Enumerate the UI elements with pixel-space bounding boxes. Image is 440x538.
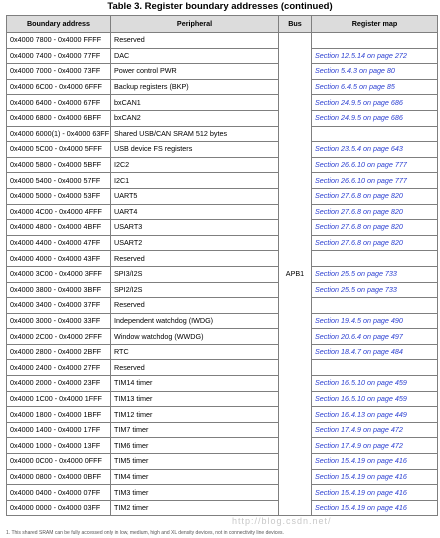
boundary-address-cell: 0x4000 7800 - 0x4000 FFFF bbox=[7, 33, 111, 49]
table-row bbox=[7, 204, 438, 220]
boundary-address-cell: 0x4000 7400 - 0x4000 77FF bbox=[7, 48, 111, 64]
peripheral-cell: TIM2 timer bbox=[111, 500, 279, 516]
table-row bbox=[7, 79, 438, 95]
header-peripheral: Peripheral bbox=[111, 16, 279, 33]
table-row bbox=[7, 173, 438, 189]
peripheral-cell: Reserved bbox=[111, 360, 279, 376]
peripheral-cell: Window watchdog (WWDG) bbox=[111, 329, 279, 345]
boundary-address-cell: 0x4000 5C00 - 0x4000 5FFF bbox=[7, 142, 111, 158]
register-map-link[interactable]: Section 16.4.13 on page 449 bbox=[312, 407, 438, 423]
header-boundary-address: Boundary address bbox=[7, 16, 111, 33]
table-row bbox=[7, 251, 438, 267]
table-row bbox=[7, 438, 438, 454]
peripheral-cell: bxCAN2 bbox=[111, 110, 279, 126]
register-map-link[interactable]: Section 27.6.8 on page 820 bbox=[312, 204, 438, 220]
table-title: Table 3. Register boundary addresses (continued) bbox=[107, 1, 333, 12]
peripheral-cell: DAC bbox=[111, 48, 279, 64]
peripheral-cell: TIM5 timer bbox=[111, 454, 279, 470]
boundary-address-cell: 0x4000 0400 - 0x4000 07FF bbox=[7, 485, 111, 501]
boundary-address-cell: 0x4000 5000 - 0x4000 53FF bbox=[7, 188, 111, 204]
table-row bbox=[7, 407, 438, 423]
boundary-address-cell: 0x4000 1400 - 0x4000 17FF bbox=[7, 422, 111, 438]
register-map-link bbox=[312, 33, 438, 49]
boundary-address-cell: 0x4000 5400 - 0x4000 57FF bbox=[7, 173, 111, 189]
footnote: 1. This shared SRAM can be fully accessed only in low, medium, high and XL density devices, not in connectivity line devices. bbox=[6, 530, 284, 536]
register-map-link[interactable]: Section 27.6.8 on page 820 bbox=[312, 188, 438, 204]
boundary-address-cell: 0x4000 6800 - 0x4000 6BFF bbox=[7, 110, 111, 126]
peripheral-cell: USART3 bbox=[111, 220, 279, 236]
peripheral-cell: Reserved bbox=[111, 251, 279, 267]
table-row bbox=[7, 360, 438, 376]
boundary-address-cell: 0x4000 4C00 - 0x4000 4FFF bbox=[7, 204, 111, 220]
peripheral-cell: SPI3/I2S bbox=[111, 266, 279, 282]
register-map-link bbox=[312, 126, 438, 142]
table-row bbox=[7, 33, 438, 49]
boundary-address-cell: 0x4000 3C00 - 0x4000 3FFF bbox=[7, 266, 111, 282]
register-map-link bbox=[312, 298, 438, 314]
boundary-address-cell: 0x4000 1800 - 0x4000 1BFF bbox=[7, 407, 111, 423]
table-row bbox=[7, 376, 438, 392]
header-bus: Bus bbox=[279, 16, 312, 33]
peripheral-cell: Power control PWR bbox=[111, 64, 279, 80]
table-row bbox=[7, 500, 438, 516]
boundary-address-cell: 0x4000 0C00 - 0x4000 0FFF bbox=[7, 454, 111, 470]
register-map-link[interactable]: Section 16.5.10 on page 459 bbox=[312, 376, 438, 392]
boundary-address-cell: 0x4000 4400 - 0x4000 47FF bbox=[7, 235, 111, 251]
peripheral-cell: TIM12 timer bbox=[111, 407, 279, 423]
boundary-address-cell: 0x4000 3800 - 0x4000 3BFF bbox=[7, 282, 111, 298]
header-register-map: Register map bbox=[312, 16, 438, 33]
peripheral-cell: Reserved bbox=[111, 298, 279, 314]
boundary-address-cell: 0x4000 0000 - 0x4000 03FF bbox=[7, 500, 111, 516]
table-row bbox=[7, 64, 438, 80]
table-row bbox=[7, 266, 438, 282]
register-map-link[interactable]: Section 26.6.10 on page 777 bbox=[312, 173, 438, 189]
table-row bbox=[7, 329, 438, 345]
register-table bbox=[6, 15, 438, 516]
register-map-link bbox=[312, 251, 438, 267]
table-row bbox=[7, 454, 438, 470]
boundary-address-cell: 0x4000 7000 - 0x4000 73FF bbox=[7, 64, 111, 80]
boundary-address-cell: 0x4000 2000 - 0x4000 23FF bbox=[7, 376, 111, 392]
peripheral-cell: TIM4 timer bbox=[111, 469, 279, 485]
boundary-address-cell: 0x4000 6400 - 0x4000 67FF bbox=[7, 95, 111, 111]
peripheral-cell: USART2 bbox=[111, 235, 279, 251]
table-row bbox=[7, 142, 438, 158]
peripheral-cell: Reserved bbox=[111, 33, 279, 49]
table-row bbox=[7, 313, 438, 329]
table-row bbox=[7, 220, 438, 236]
table-row bbox=[7, 235, 438, 251]
register-map-link[interactable]: Section 15.4.19 on page 416 bbox=[312, 469, 438, 485]
table-row bbox=[7, 485, 438, 501]
peripheral-cell: TIM3 timer bbox=[111, 485, 279, 501]
boundary-address-cell: 0x4000 1000 - 0x4000 13FF bbox=[7, 438, 111, 454]
register-map-link[interactable]: Section 17.4.9 on page 472 bbox=[312, 438, 438, 454]
table-row bbox=[7, 126, 438, 142]
boundary-address-cell: 0x4000 3000 - 0x4000 33FF bbox=[7, 313, 111, 329]
peripheral-cell: I2C2 bbox=[111, 157, 279, 173]
peripheral-cell: SPI2/I2S bbox=[111, 282, 279, 298]
boundary-address-cell: 0x4000 0800 - 0x4000 0BFF bbox=[7, 469, 111, 485]
table-row bbox=[7, 188, 438, 204]
table-row bbox=[7, 344, 438, 360]
register-map-link[interactable]: Section 15.4.19 on page 416 bbox=[312, 454, 438, 470]
register-map-link[interactable]: Section 26.6.10 on page 777 bbox=[312, 157, 438, 173]
table-row bbox=[7, 391, 438, 407]
boundary-address-cell: 0x4000 3400 - 0x4000 37FF bbox=[7, 298, 111, 314]
peripheral-cell: Backup registers (BKP) bbox=[111, 79, 279, 95]
register-map-link[interactable]: Section 24.9.5 on page 686 bbox=[312, 110, 438, 126]
peripheral-cell: TIM13 timer bbox=[111, 391, 279, 407]
register-map-link bbox=[312, 360, 438, 376]
register-map-link[interactable]: Section 23.5.4 on page 643 bbox=[312, 142, 438, 158]
register-map-link[interactable]: Section 27.6.8 on page 820 bbox=[312, 235, 438, 251]
table-row bbox=[7, 298, 438, 314]
register-map-link[interactable]: Section 19.4.5 on page 490 bbox=[312, 313, 438, 329]
register-map-link[interactable]: Section 17.4.9 on page 472 bbox=[312, 422, 438, 438]
peripheral-cell: RTC bbox=[111, 344, 279, 360]
table-row bbox=[7, 110, 438, 126]
table-row bbox=[7, 422, 438, 438]
table-row bbox=[7, 469, 438, 485]
peripheral-cell: UART4 bbox=[111, 204, 279, 220]
header-row bbox=[7, 16, 438, 33]
table-row bbox=[7, 157, 438, 173]
register-map-link[interactable]: Section 20.6.4 on page 497 bbox=[312, 329, 438, 345]
table-row bbox=[7, 282, 438, 298]
boundary-address-cell: 0x4000 2800 - 0x4000 2BFF bbox=[7, 344, 111, 360]
peripheral-cell: TIM6 timer bbox=[111, 438, 279, 454]
boundary-address-cell: 0x4000 2400 - 0x4000 27FF bbox=[7, 360, 111, 376]
boundary-address-cell: 0x4000 6000(1) - 0x4000 63FF bbox=[7, 126, 111, 142]
peripheral-cell: TIM14 timer bbox=[111, 376, 279, 392]
boundary-address-cell: 0x4000 4000 - 0x4000 43FF bbox=[7, 251, 111, 267]
peripheral-cell: TIM7 timer bbox=[111, 422, 279, 438]
boundary-address-cell: 0x4000 1C00 - 0x4000 1FFF bbox=[7, 391, 111, 407]
register-map-link[interactable]: Section 24.9.5 on page 686 bbox=[312, 95, 438, 111]
watermark: http://blog.csdn.net/ bbox=[232, 516, 332, 526]
register-map-link[interactable]: Section 5.4.3 on page 80 bbox=[312, 64, 438, 80]
register-map-link[interactable]: Section 25.5 on page 733 bbox=[312, 282, 438, 298]
bus-cell: APB1 bbox=[279, 33, 312, 516]
register-map-link[interactable]: Section 12.5.14 on page 272 bbox=[312, 48, 438, 64]
table-row bbox=[7, 95, 438, 111]
register-map-link[interactable]: Section 16.5.10 on page 459 bbox=[312, 391, 438, 407]
register-map-link[interactable]: Section 18.4.7 on page 484 bbox=[312, 344, 438, 360]
boundary-address-cell: 0x4000 2C00 - 0x4000 2FFF bbox=[7, 329, 111, 345]
register-map-link[interactable]: Section 6.4.5 on page 85 bbox=[312, 79, 438, 95]
register-map-link[interactable]: Section 15.4.19 on page 416 bbox=[312, 500, 438, 516]
peripheral-cell: UART5 bbox=[111, 188, 279, 204]
register-map-link[interactable]: Section 27.6.8 on page 820 bbox=[312, 220, 438, 236]
boundary-address-cell: 0x4000 6C00 - 0x4000 6FFF bbox=[7, 79, 111, 95]
boundary-address-cell: 0x4000 4800 - 0x4000 4BFF bbox=[7, 220, 111, 236]
peripheral-cell: Shared USB/CAN SRAM 512 bytes bbox=[111, 126, 279, 142]
peripheral-cell: I2C1 bbox=[111, 173, 279, 189]
boundary-address-cell: 0x4000 5800 - 0x4000 5BFF bbox=[7, 157, 111, 173]
register-map-link[interactable]: Section 15.4.19 on page 416 bbox=[312, 485, 438, 501]
peripheral-cell: USB device FS registers bbox=[111, 142, 279, 158]
table-row bbox=[7, 48, 438, 64]
peripheral-cell: bxCAN1 bbox=[111, 95, 279, 111]
register-map-link[interactable]: Section 25.5 on page 733 bbox=[312, 266, 438, 282]
peripheral-cell: Independent watchdog (IWDG) bbox=[111, 313, 279, 329]
